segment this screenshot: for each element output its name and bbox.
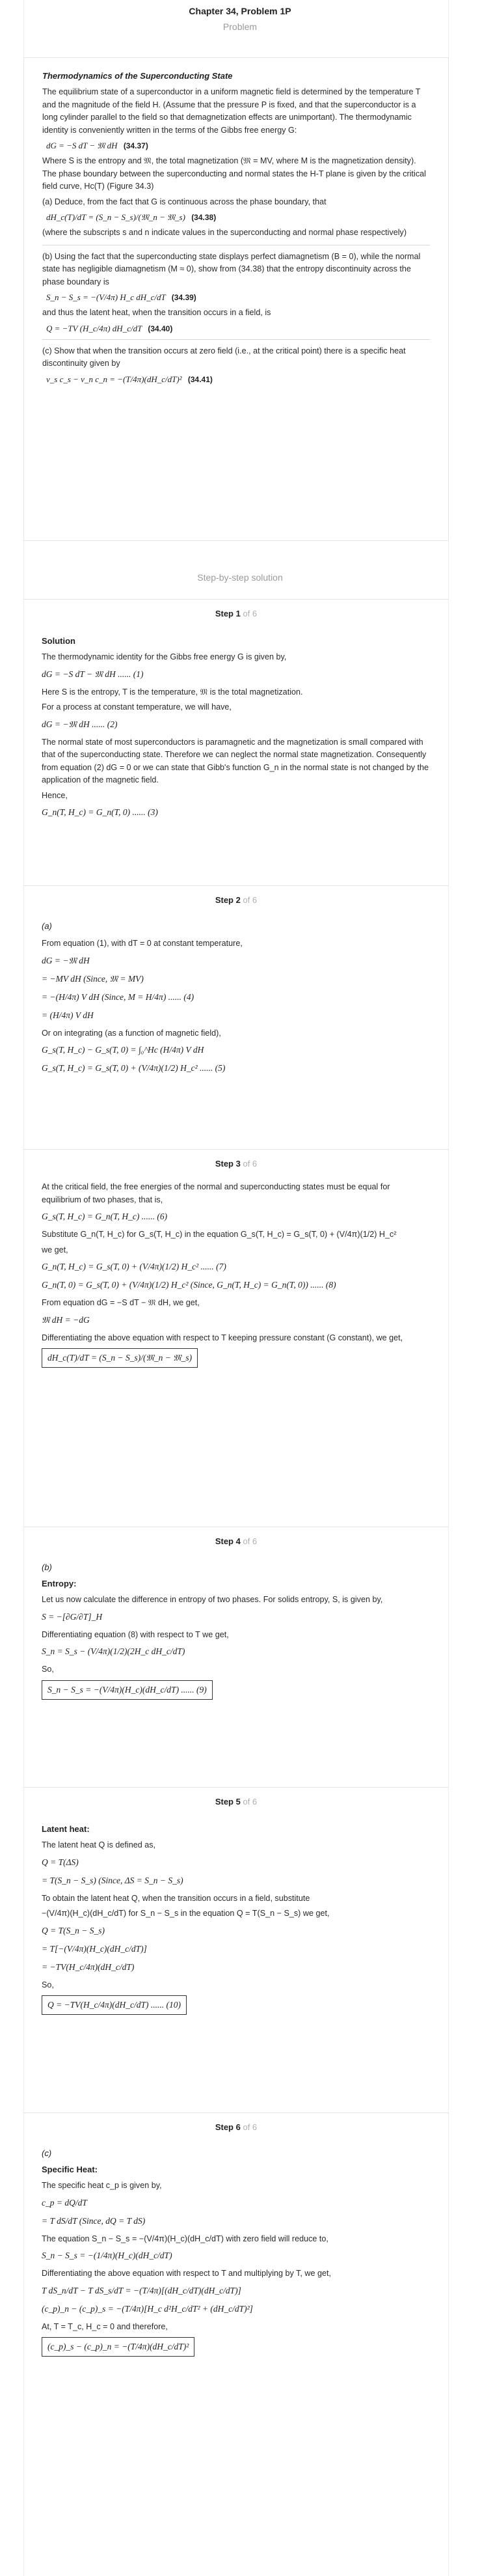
step-title: Step 4 of 6 (215, 1536, 258, 1546)
step-equation: = −MV dH (Since, 𝔐 = MV) (42, 973, 144, 984)
step-text: To obtain the latent heat Q, when the transition occurs in a field, substitute (42, 1893, 310, 1903)
step-equation: G_n(T, H_c) = G_s(T, 0) + (V/4π)(1/2) H_c² ...... (7) (42, 1262, 226, 1271)
solution-label: Step-by-step solution (197, 572, 283, 583)
problem-part-a: (a) Deduce, from the fact that G is continuous across the phase boundary, that (42, 197, 327, 206)
equation-34-40 (46, 324, 430, 334)
step-text: Substitute G_n(T, H_c) for G_s(T, H_c) in the equation G_s(T, H_c) = G_s(T, 0) + (V/4π)(1/2) H_c² (42, 1230, 397, 1239)
step-equation: S_n − S_s = −(1/4π)(H_c)(dH_c/dT) (42, 2251, 172, 2260)
boxed-result: dH_c(T)/dT = (S_n − S_s)/(𝔐_n − 𝔐_s) (42, 1348, 198, 1368)
step-equation: S = −[∂G/∂T]_H (42, 1611, 103, 1622)
boxed-result: (c_p)_s − (c_p)_n = −(T/4π)(dH_c/dT)² (42, 2337, 194, 2357)
step-equation: = T[−(V/4π)(H_c)(dH_c/dT)] (42, 1943, 147, 1954)
step-text: So, (42, 1980, 54, 1989)
step-equation: = T(S_n − S_s) (Since, ΔS = S_n − S_s) (42, 1875, 183, 1885)
step-text: Hence, (42, 790, 68, 800)
step-text: The normal state of most superconductors is paramagnetic and the magnetization is small compared with that of the superconducting state. Therefore we can neglect the normal state magnetization. Consequently from equation (2) dG = 0 or we can state that Gibb's function G_n in the normal state is not changed by the application of the magnetic field. (42, 737, 429, 784)
step-equation: = (H/4π) V dH (42, 1010, 94, 1020)
step-equation: = −(H/4π) V dH (Since, M = H/4π) ...... (4) (42, 991, 194, 1002)
step-4 (23, 1527, 449, 1787)
equation-text: S_n − S_s = −(V/4π) H_c dH_c/dT (46, 292, 166, 302)
step-text: Differentiating the above equation with respect to T keeping pressure constant (G constant), we get, (42, 1333, 403, 1342)
equation-number: (34.37) (123, 141, 148, 150)
step-text: we get, (42, 1245, 68, 1254)
step-text: The specific heat c_p is given by, (42, 2181, 162, 2190)
step-equation: 𝔐 dH = −dG (42, 1314, 90, 1325)
step-title: Step 2 of 6 (215, 895, 258, 905)
equation-text: dG = −S dT − 𝔐 dH (46, 141, 118, 150)
step-title: Step 5 of 6 (215, 1797, 258, 1807)
step-text: The equation S_n − S_s = −(V/4π)(H_c)(dH_c/dT) with zero field will reduce to, (42, 2234, 328, 2243)
page-title: Chapter 34, Problem 1P (189, 6, 291, 16)
equation-number: (34.38) (191, 213, 217, 222)
step-text: Differentiating the above equation with respect to T and multiplying by T, we get, (42, 2269, 332, 2278)
step-equation: T dS_n/dT − T dS_s/dT = −(T/4π)[(dH_c/dT)(dH_c/dT)] (42, 2285, 241, 2295)
problem-label: Problem (222, 21, 258, 32)
equation-34-38 (46, 212, 430, 223)
step-label: Solution (42, 636, 75, 646)
step-equation: Q = T(S_n − S_s) (42, 1925, 105, 1935)
step-text: The latent heat Q is defined as, (42, 1840, 156, 1849)
equation-number: (34.40) (148, 324, 173, 333)
step-equation: G_s(T, H_c) = G_s(T, 0) + (V/4π)(1/2) H_c² ...... (5) (42, 1063, 226, 1073)
problem-heading: Thermodynamics of the Superconducting State (42, 71, 233, 81)
step-text: At, T = T_c, H_c = 0 and therefore, (42, 2321, 168, 2331)
equation-34-39 (46, 292, 430, 303)
step-label: (a) (42, 921, 52, 931)
problem-subscripts: (where the subscripts s and n indicate values in the superconducting and normal phase respectively) (42, 228, 407, 237)
step-title: Step 3 of 6 (215, 1159, 258, 1169)
equation-text: Q = −TV (H_c/4π) dH_c/dT (46, 323, 142, 333)
step-subheading: Entropy: (42, 1579, 77, 1588)
step-equation: G_s(T, H_c) = G_n(T, H_c) ...... (6) (42, 1212, 168, 1221)
step-text: Or on integrating (as a function of magnetic field), (42, 1028, 221, 1038)
step-text: For a process at constant temperature, we will have, (42, 702, 232, 712)
step-3 (23, 1149, 449, 1527)
step-text: At the critical field, the free energies of the normal and superconducting states must be equal for equilibrium of two phases, that is, (42, 1182, 390, 1204)
boxed-result: S_n − S_s = −(V/4π)(H_c)(dH_c/dT) ...... (9) (42, 1680, 213, 1700)
equation-text: dH_c(T)/dT = (S_n − S_s)/(𝔐_n − 𝔐_s) (46, 212, 185, 222)
equation-34-37 (46, 141, 430, 151)
step-equation: c_p = dQ/dT (42, 2197, 87, 2208)
step-equation: dG = −𝔐 dH (42, 955, 90, 965)
step-label: (b) (42, 1562, 52, 1572)
step-5 (23, 1787, 449, 2112)
problem-latent: and thus the latent heat, when the transition occurs in a field, is (42, 308, 271, 317)
problem-part-b: (b) Using the fact that the superconducting state displays perfect diamagnetism (B = 0), while the normal state has negligible diamagnetism (M ≈ 0), show from (34.38) that the entropy discontinuity across the phase boundary is (42, 251, 421, 286)
step-text: From equation dG = −S dT − 𝔐 dH, we get, (42, 1298, 200, 1307)
equation-number: (34.41) (187, 374, 213, 384)
step-equation: G_n(T, H_c) = G_n(T, 0) ...... (3) (42, 807, 158, 817)
step-2 (23, 885, 449, 1149)
step-6 (23, 2112, 449, 2568)
problem-card (23, 57, 449, 541)
boxed-result: Q = −TV(H_c/4π)(dH_c/dT) ...... (10) (42, 1995, 187, 2015)
step-equation: Q = T(ΔS) (42, 1857, 79, 1867)
equation-34-41 (46, 374, 430, 385)
problem-part-c: (c) Show that when the transition occurs at zero field (i.e., at the critical point) there is a specific heat discontinuity given by (42, 346, 406, 368)
step-equation: S_n = S_s − (V/4π)(1/2)(2H_c dH_c/dT) (42, 1646, 185, 1656)
step-label: (c) (42, 2148, 52, 2158)
equation-text: v_s c_s − v_n c_n = −(T/4π)(dH_c/dT)² (46, 374, 182, 384)
step-equation: = T dS/dT (Since, dQ = T dS) (42, 2215, 146, 2226)
step-equation: G_n(T, 0) = G_s(T, 0) + (V/4π)(1/2) H_c² (Since, G_n(T, H_c) = G_n(T, 0)) ...... (8) (42, 1280, 336, 1290)
step-equation: G_s(T, H_c) − G_s(T, 0) = ∫₀^Hc (H/4π) V dH (42, 1045, 204, 1055)
step-text: From equation (1), with dT = 0 at constant temperature, (42, 939, 243, 948)
problem-where: Where S is the entropy and 𝔐, the total magnetization (𝔐 = MV, where M is the magnetization density). The phase boundary between the superconducting and normal states the H-T plane is given by the critical field curve, Hc(T) (Figure 34.3) (42, 156, 426, 191)
step-text: Here S is the entropy, T is the temperature, 𝔐 is the total magnetization. (42, 687, 303, 697)
problem-intro: The equilibrium state of a superconductor in a uniform magnetic field is determined by the temperature T and the magnitude of the field H. (Assume that the pressure P is fixed, and that the superconductor is a long cylinder parallel to the field so that demagnetization effects are unimportant). The thermodynamic identity is conveniently written in the terms of the Gibbs free energy G: (42, 87, 421, 135)
step-equation: = −TV(H_c/4π)(dH_c/dT) (42, 1961, 135, 1972)
step-text: Let us now calculate the difference in entropy of two phases. For solids entropy, S, is given by, (42, 1595, 383, 1604)
step-title: Step 1 of 6 (215, 609, 258, 618)
step-equation: dG = −S dT − 𝔐 dH ...... (1) (42, 669, 144, 679)
step-text: The thermodynamic identity for the Gibbs free energy G is given by, (42, 652, 287, 661)
step-1 (23, 599, 449, 885)
step-equation: dG = −𝔐 dH ...... (2) (42, 719, 118, 729)
step-subheading: Latent heat: (42, 1824, 90, 1834)
step-text: −(V/4π)(H_c)(dH_c/dT) for S_n − S_s in the equation Q = T(S_n − S_s) we get, (42, 1909, 330, 1918)
step-text: So, (42, 1665, 54, 1674)
step-equation: (c_p)_n − (c_p)_s = −(T/4π)[H_c d²H_c/dT² + (dH_c/dT)²] (42, 2303, 253, 2314)
step-subheading: Specific Heat: (42, 2165, 98, 2174)
step-text: Differentiating equation (8) with respect to T we get, (42, 1629, 229, 1639)
divider (42, 339, 430, 340)
equation-number: (34.39) (171, 293, 196, 302)
step-title: Step 6 of 6 (215, 2122, 258, 2132)
